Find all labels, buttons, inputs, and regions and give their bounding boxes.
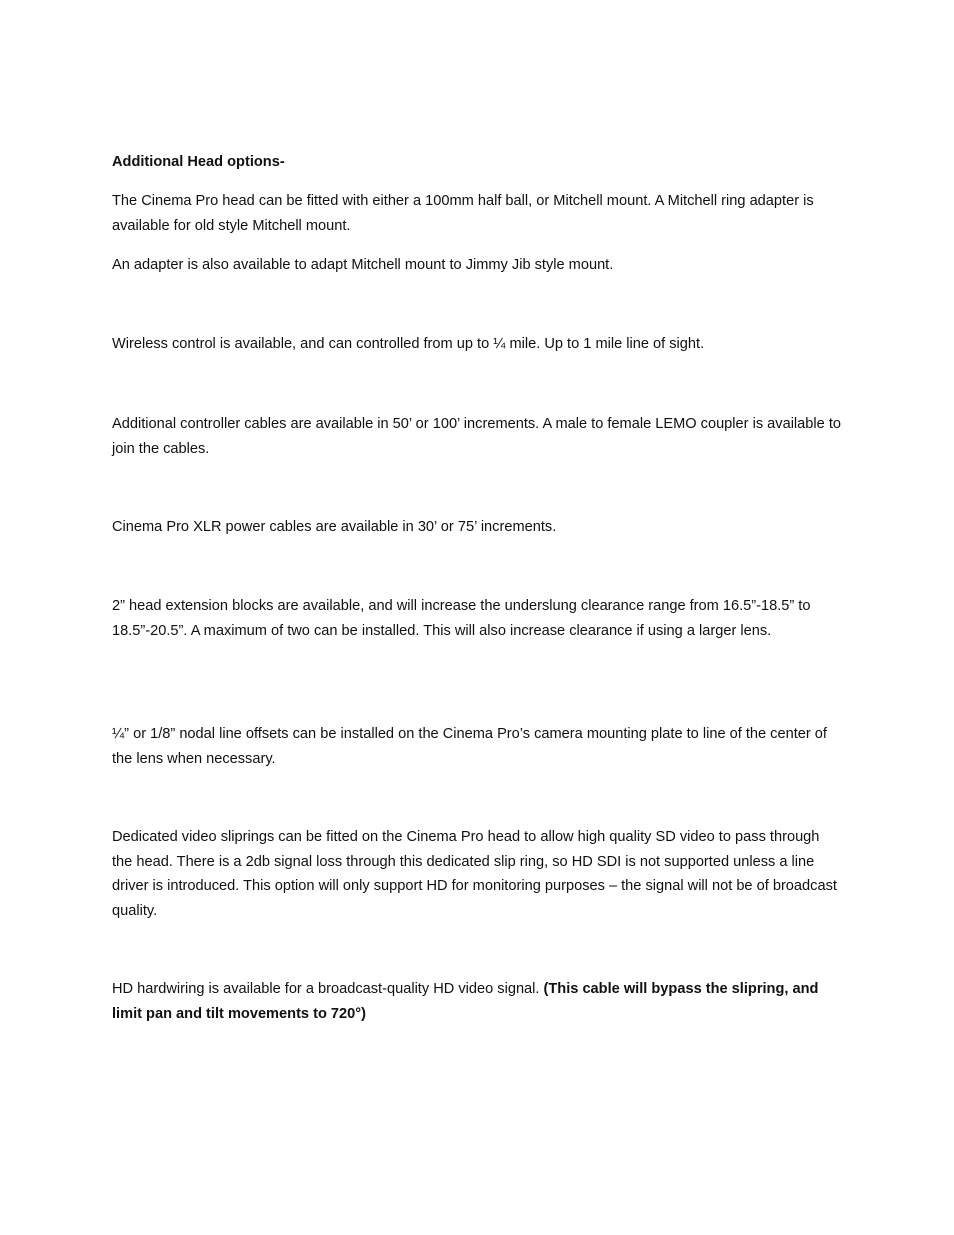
- paragraph-jimmy-jib-adapter: An adapter is also available to adapt Mitchell mount to Jimmy Jib style mount.: [112, 257, 614, 273]
- paragraph-hd-hardwiring: [112, 977, 842, 1026]
- paragraph-mount-options: The Cinema Pro head can be fitted with either a 100mm half ball, or Mitchell mount. A Mitchell ring adapter is available for old style Mitchell mount.: [112, 193, 814, 234]
- paragraph-extension-blocks: 2” head extension blocks are available, and will increase the underslung clearance range from 16.5”-18.5” to 18.5”-20.5”. A maximum of two can be installed. This will also increase clearance if using a larger lens.: [112, 598, 811, 639]
- paragraph-controller-cables: Additional controller cables are available in 50’ or 100’ increments. A male to female LEMO coupler is available to join the cables.: [112, 416, 841, 457]
- paragraph-power-cables: Cinema Pro XLR power cables are available in 30’ or 75’ increments.: [112, 519, 557, 535]
- paragraph-video-sliprings: Dedicated video sliprings can be fitted on the Cinema Pro head to allow high quality SD video to pass through the head. There is a 2db signal loss through this dedicated slip ring, so HD SDI is not supported unless a line driver is introduced. This option will only support HD for monitoring purposes – the signal will not be of broadcast quality.: [112, 829, 837, 919]
- section-heading: Additional Head options-: [112, 154, 285, 170]
- hd-hardwiring-note: (This cable will bypass the slipring, and limit pan and tilt movements to 720°): [112, 981, 819, 1022]
- paragraph-nodal-offsets: ¼” or 1/8” nodal line offsets can be installed on the Cinema Pro’s camera mounting plate to line of the center of the lens when necessary.: [112, 726, 827, 767]
- paragraph-wireless-control: Wireless control is available, and can controlled from up to ¼ mile. Up to 1 mile line of sight.: [112, 336, 705, 352]
- hd-hardwiring-text: HD hardwiring is available for a broadcast-quality HD video signal.: [112, 981, 544, 997]
